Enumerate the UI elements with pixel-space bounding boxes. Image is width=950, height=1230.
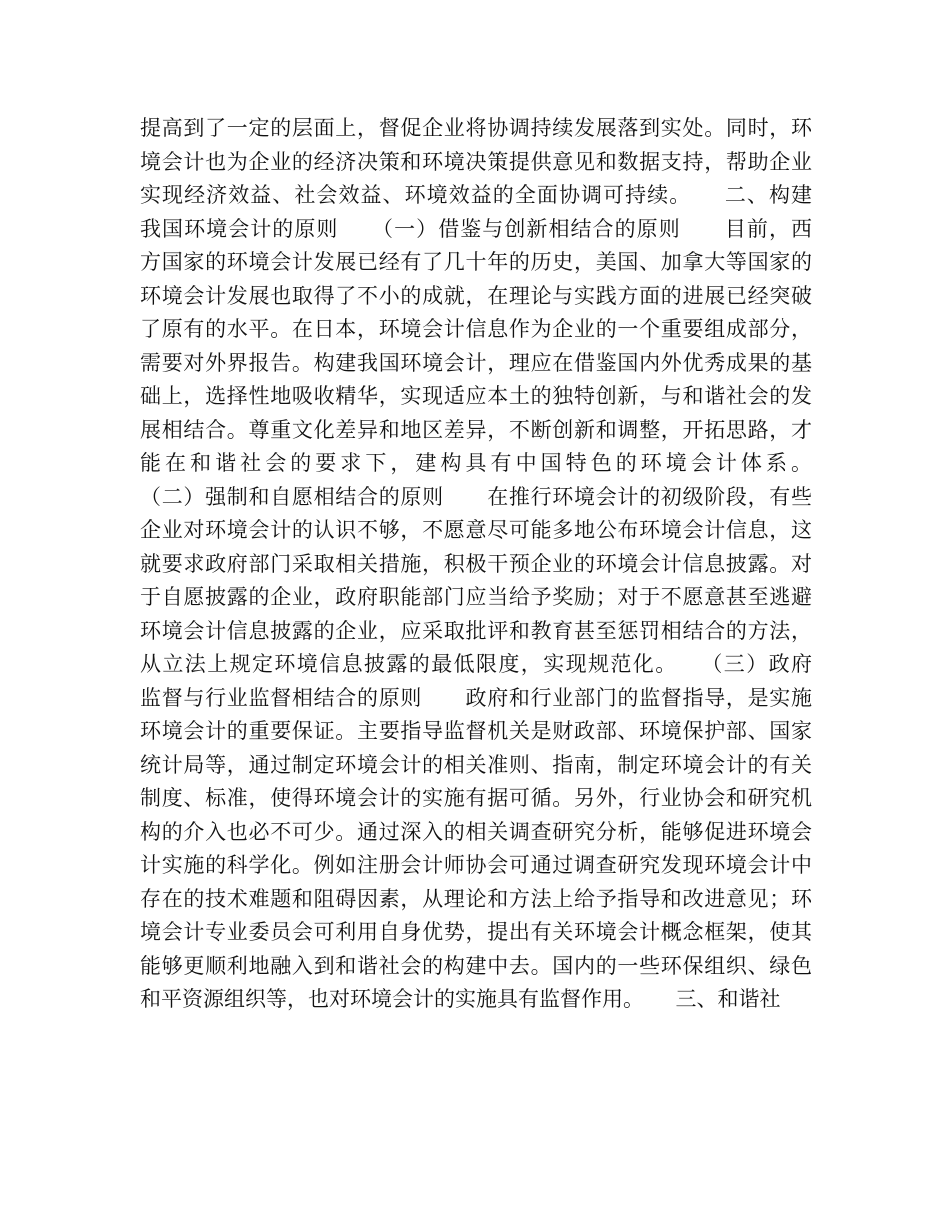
text-line: 统计局等，通过制定环境会计的相关准则、指南，制定环境会计的有关 bbox=[140, 752, 812, 777]
text-line: 和平资源组织等，也对环境会计的实施具有监督作用。 三、和谐社 bbox=[140, 987, 781, 1011]
text-line: 方国家的环境会计发展已经有了几十年的历史，美国、加拿大等国家的 bbox=[140, 250, 812, 274]
text-line: 构的介入也必不可少。通过深入的相关调查研究分析，能够促进环境会 bbox=[140, 819, 812, 844]
text-line: 监督与行业监督相结合的原则 政府和行业部门的监督指导，是实施 bbox=[140, 685, 812, 710]
text-line: 计实施的科学化。例如注册会计师协会可通过调查研究发现环境会计中 bbox=[140, 853, 812, 877]
text-line: 制度、标准，使得环境会计的实施有据可循。另外，行业协会和研究机 bbox=[140, 786, 812, 810]
text-line: 展相结合。尊重文化差异和地区差异，不断创新和调整，开拓思路，才 bbox=[140, 417, 812, 442]
text-line: 提高到了一定的层面上，督促企业将协调持续发展落到实处。同时，环 bbox=[140, 116, 812, 140]
text-line: 企业对环境会计的认识不够，不愿意尽可能多地公布环境会计信息，这 bbox=[140, 518, 812, 542]
text-line: 从立法上规定环境信息披露的最低限度，实现规范化。 （三）政府 bbox=[140, 652, 812, 676]
text-line: 存在的技术难题和阻碍因素，从理论和方法上给予指导和改进意见；环 bbox=[140, 886, 812, 911]
text-line: 我国环境会计的原则 （一）借鉴与创新相结合的原则 目前，西 bbox=[140, 216, 812, 241]
text-line: 了原有的水平。在日本，环境会计信息作为企业的一个重要组成部分， bbox=[140, 317, 812, 341]
text-line: 础上，选择性地吸收精华，实现适应本土的独特创新，与和谐社会的发 bbox=[140, 384, 812, 408]
text-line: 境会计也为企业的经济决策和环境决策提供意见和数据支持，帮助企业 bbox=[140, 149, 812, 174]
text-line: 需要对外界报告。构建我国环境会计，理应在借鉴国内外优秀成果的基 bbox=[140, 350, 812, 375]
text-line: 环境会计发展也取得了不小的成就，在理论与实践方面的进展已经突破 bbox=[140, 283, 812, 308]
text-line: 于自愿披露的企业，政府职能部门应当给予奖励；对于不愿意甚至逃避 bbox=[140, 585, 812, 609]
text-line: 就要求政府部门采取相关措施，积极干预企业的环境会计信息披露。对 bbox=[140, 551, 812, 576]
text-line: 环境会计信息披露的企业，应采取批评和教育甚至惩罚相结合的方法， bbox=[140, 618, 812, 643]
body-text bbox=[140, 112, 812, 1017]
text-line: 能够更顺利地融入到和谐社会的构建中去。国内的一些环保组织、绿色 bbox=[140, 953, 812, 978]
text-line: 环境会计的重要保证。主要指导监督机关是财政部、环境保护部、国家 bbox=[140, 719, 812, 743]
text-line: 能在和谐社会的要求下，建构具有中国特色的环境会计体系。 bbox=[140, 451, 812, 475]
text-line: （二）强制和自愿相结合的原则 在推行环境会计的初级阶段，有些 bbox=[140, 484, 812, 509]
text-line: 实现经济效益、社会效益、环境效益的全面协调可持续。 二、构建 bbox=[140, 183, 812, 207]
text-line: 境会计专业委员会可利用自身优势，提出有关环境会计概念框架，使其 bbox=[140, 920, 812, 944]
